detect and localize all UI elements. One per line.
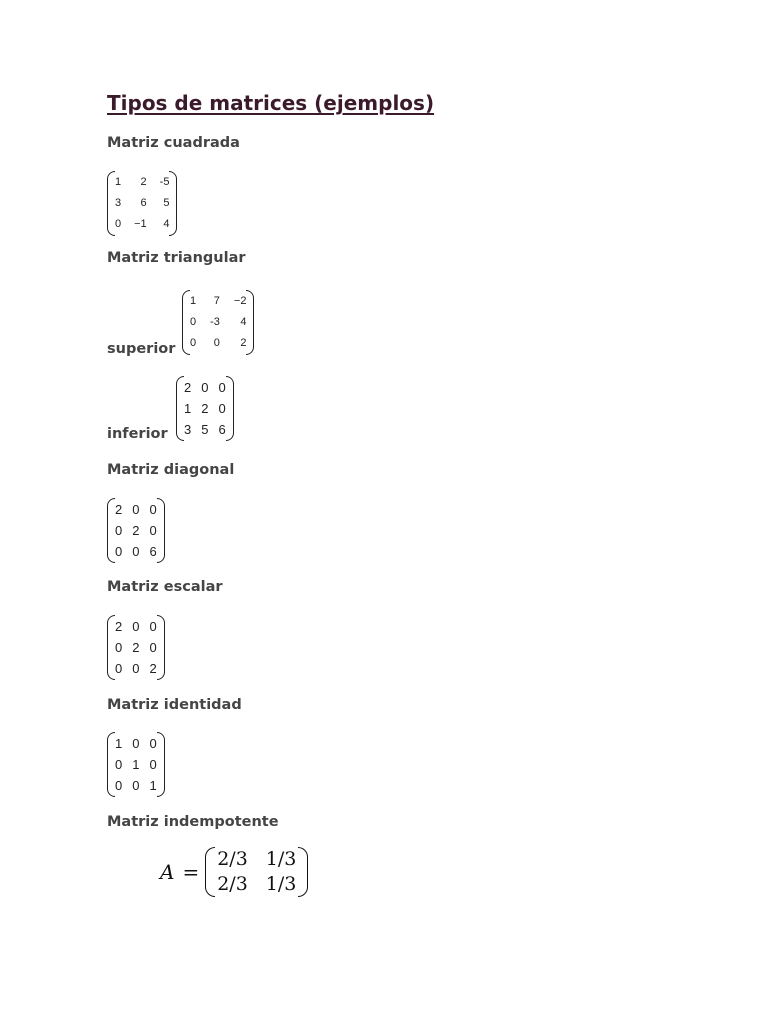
- matrix-cell: 2/3: [217, 848, 248, 870]
- heading-matriz-indempotente: Matriz indempotente: [107, 814, 279, 830]
- matrix-escalar: [107, 615, 165, 680]
- matrix-cell: 2: [115, 502, 123, 517]
- matrix-cell: 2: [184, 380, 192, 395]
- matrix-triangular-inferior: [176, 376, 234, 441]
- matrix-cell: 1/3: [265, 848, 297, 870]
- idempotent-equation: [160, 847, 308, 897]
- matrix-cell: 0: [149, 523, 157, 538]
- right-paren: [169, 171, 177, 236]
- matrix-cell: 2: [115, 619, 123, 634]
- right-paren: [298, 847, 308, 897]
- matrix-cell: 0: [218, 380, 226, 395]
- left-paren: [107, 732, 115, 797]
- matrix-cell: 0: [213, 337, 220, 349]
- left-paren: [107, 615, 115, 680]
- matrix-cell: 4: [240, 316, 247, 328]
- matrix-cell: 0: [149, 619, 157, 634]
- matrix-cell: 0: [218, 401, 226, 416]
- heading-matriz-identidad: Matriz identidad: [107, 697, 242, 713]
- matrix-cell: 5: [201, 422, 209, 437]
- matrix-cell: −1: [134, 218, 147, 230]
- matrix-cell: 0: [115, 757, 123, 772]
- equals-sign: =: [182, 860, 200, 884]
- matrix-cell: 2/3: [217, 873, 248, 895]
- matrix-cell: 3: [184, 422, 192, 437]
- matrix-cell: 1/3: [265, 873, 297, 895]
- heading-matriz-escalar: Matriz escalar: [107, 579, 223, 595]
- matrix-cell: 0: [115, 218, 122, 230]
- matrix-cell: 2: [240, 337, 247, 349]
- matrix-cell: 0: [132, 502, 140, 517]
- matrix-cell: 2: [149, 661, 157, 676]
- matrix-cell: 1: [115, 736, 123, 751]
- label-inferior: inferior: [107, 426, 168, 442]
- heading-matriz-cuadrada: Matriz cuadrada: [107, 135, 240, 151]
- matrix-cell: 0: [201, 380, 209, 395]
- right-paren: [157, 615, 165, 680]
- matrix-diagonal: [107, 498, 165, 563]
- matrix-cell: 1: [190, 295, 197, 307]
- matrix-cell: 0: [190, 316, 197, 328]
- matrix-cell: 0: [149, 736, 157, 751]
- left-paren: [205, 847, 215, 897]
- heading-matriz-diagonal: Matriz diagonal: [107, 462, 235, 478]
- matrix-cell: 0: [115, 661, 123, 676]
- matrix-cell: 1: [184, 401, 192, 416]
- matrix-cell: 0: [149, 640, 157, 655]
- matrix-cell: 4: [163, 218, 170, 230]
- label-superior: superior: [107, 341, 176, 357]
- matrix-cell: 6: [149, 544, 157, 559]
- right-paren: [246, 290, 254, 355]
- matrix-cell: 0: [149, 502, 157, 517]
- left-paren: [176, 376, 184, 441]
- matrix-cell: 6: [140, 197, 147, 209]
- matrix-cell: 0: [149, 757, 157, 772]
- matrix-cell: 2: [132, 640, 140, 655]
- matrix-cell: 1: [132, 757, 140, 772]
- matrix-cell: 0: [132, 661, 140, 676]
- right-paren: [157, 498, 165, 563]
- left-paren: [107, 498, 115, 563]
- matrix-cell: 2: [140, 176, 147, 188]
- matrix-cell: 0: [115, 778, 123, 793]
- matrix-cell: 1: [149, 778, 157, 793]
- matrix-cell: 0: [115, 523, 123, 538]
- matrix-cuadrada: [107, 171, 177, 236]
- matrix-cell: 2: [132, 523, 140, 538]
- matrix-indempotente: [205, 847, 308, 897]
- matrix-cell: 0: [115, 544, 123, 559]
- matrix-cell: 6: [218, 422, 226, 437]
- matrix-triangular-superior: [182, 290, 254, 355]
- matrix-cell: 3: [115, 197, 122, 209]
- matrix-cell: 0: [190, 337, 197, 349]
- matrix-cell: -5: [159, 176, 170, 188]
- matrix-cell: 0: [132, 736, 140, 751]
- matrix-identidad: [107, 732, 165, 797]
- left-paren: [182, 290, 190, 355]
- matrix-cell: −2: [233, 295, 247, 307]
- matrix-cell: 0: [132, 544, 140, 559]
- right-paren: [157, 732, 165, 797]
- page-title: Tipos de matrices (ejemplos): [107, 91, 435, 115]
- right-paren: [226, 376, 234, 441]
- matrix-cell: 2: [201, 401, 209, 416]
- matrix-cell: 7: [213, 295, 220, 307]
- left-paren: [107, 171, 115, 236]
- heading-matriz-triangular: Matriz triangular: [107, 250, 246, 266]
- matrix-variable: A: [160, 860, 175, 884]
- matrix-cell: 1: [115, 176, 122, 188]
- matrix-cell: 0: [132, 619, 140, 634]
- matrix-cell: 0: [115, 640, 123, 655]
- matrix-cell: -3: [210, 316, 220, 328]
- matrix-cell: 0: [132, 778, 140, 793]
- matrix-cell: 5: [163, 197, 170, 209]
